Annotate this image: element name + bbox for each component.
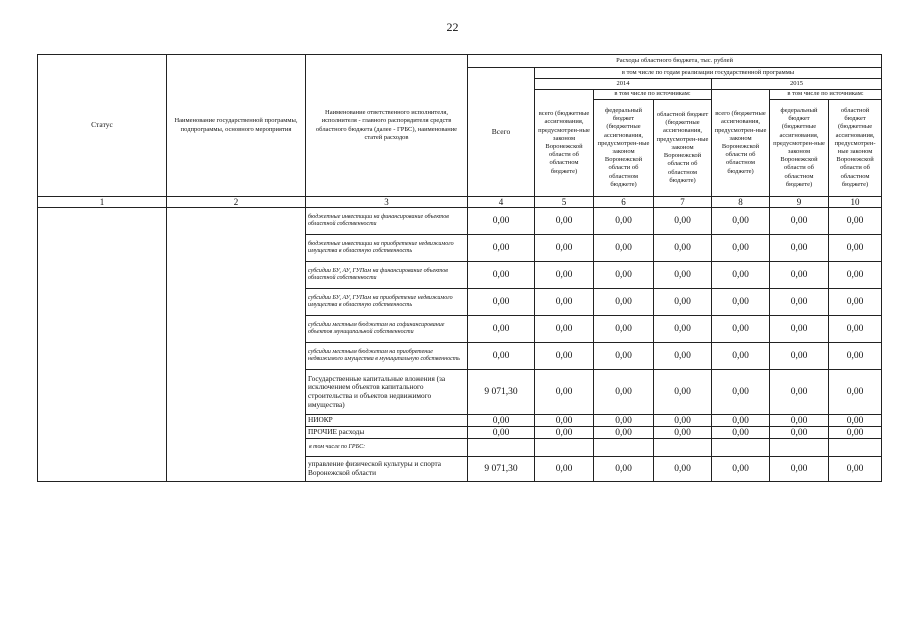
value-cell: 9 071,30 [468, 457, 535, 482]
value-cell: 0,00 [594, 316, 654, 343]
column-number: 6 [594, 197, 654, 208]
header-by-years: в том числе по годам реализации государственной программы [535, 68, 882, 79]
value-cell: 0,00 [654, 262, 712, 289]
value-cell: 0,00 [712, 262, 770, 289]
header-2014-by-sources: в том числе по источникам: [594, 90, 712, 100]
value-cell: 0,00 [712, 457, 770, 482]
value-cell: 0,00 [712, 289, 770, 316]
value-cell: 0,00 [654, 415, 712, 427]
header-year-2014: 2014 [535, 79, 712, 90]
value-cell: 0,00 [712, 235, 770, 262]
value-cell: 0,00 [829, 289, 882, 316]
header-2015-by-sources: в том числе по источникам: [770, 90, 882, 100]
value-cell: 0,00 [770, 415, 829, 427]
column-number: 7 [654, 197, 712, 208]
value-cell [829, 439, 882, 457]
value-cell: 0,00 [829, 208, 882, 235]
program-cell [167, 208, 306, 482]
value-cell: 0,00 [712, 415, 770, 427]
header-2015-total: всего (бюджетные ассигнования, предусмотрен-ные законом Воронежской области об областном бюджете) [712, 90, 770, 197]
value-cell: 0,00 [712, 370, 770, 415]
value-cell: 0,00 [712, 427, 770, 439]
header-2014-total: всего (бюджетные ассигнования, предусмотрен-ные законом Воронежской области об областном бюджете) [535, 90, 594, 197]
row-label: субсидии местным бюджетам на софинансирование объектов муниципальной собственности [306, 316, 468, 343]
column-number: 1 [38, 197, 167, 208]
header-2014-regional: областной бюджет (бюджетные ассигнования, предусмотрен-ные законом Воронежской области об областном бюджете) [654, 100, 712, 197]
value-cell: 0,00 [535, 262, 594, 289]
value-cell: 0,00 [468, 208, 535, 235]
value-cell: 0,00 [829, 235, 882, 262]
value-cell: 0,00 [654, 370, 712, 415]
header-expenses: Расходы областного бюджета, тыс. рублей [468, 55, 882, 68]
header-total: Всего [468, 68, 535, 197]
value-cell: 0,00 [654, 316, 712, 343]
value-cell: 0,00 [468, 415, 535, 427]
value-cell: 0,00 [594, 262, 654, 289]
header-2015-federal: федеральный бюджет (бюджетные ассигнования, предусмотрен-ные законом Воронежской области об областном бюджете) [770, 100, 829, 197]
value-cell: 0,00 [594, 343, 654, 370]
row-label: бюджетные инвестиции на финансирование объектов областной собственности [306, 208, 468, 235]
value-cell: 0,00 [594, 289, 654, 316]
value-cell: 0,00 [770, 316, 829, 343]
column-number: 9 [770, 197, 829, 208]
row-label: субсидии БУ, АУ, ГУПам на приобретение недвижимого имущества в областную собственность [306, 289, 468, 316]
value-cell: 0,00 [535, 316, 594, 343]
column-number: 3 [306, 197, 468, 208]
value-cell [468, 439, 535, 457]
value-cell [654, 439, 712, 457]
value-cell: 0,00 [829, 427, 882, 439]
value-cell [712, 439, 770, 457]
header-status: Статус [38, 55, 167, 197]
value-cell: 0,00 [712, 316, 770, 343]
value-cell: 0,00 [594, 415, 654, 427]
value-cell: 0,00 [712, 343, 770, 370]
value-cell: 0,00 [594, 457, 654, 482]
value-cell: 0,00 [535, 427, 594, 439]
value-cell: 0,00 [535, 415, 594, 427]
value-cell: 0,00 [594, 235, 654, 262]
value-cell: 0,00 [770, 262, 829, 289]
value-cell: 0,00 [770, 235, 829, 262]
value-cell: 0,00 [770, 457, 829, 482]
value-cell: 0,00 [654, 289, 712, 316]
value-cell: 0,00 [770, 370, 829, 415]
value-cell: 0,00 [770, 427, 829, 439]
value-cell: 0,00 [770, 289, 829, 316]
column-number: 5 [535, 197, 594, 208]
header-program-name: Наименование государственной программы, подпрограммы, основного мероприятия [167, 55, 306, 197]
value-cell: 0,00 [468, 316, 535, 343]
value-cell: 0,00 [654, 208, 712, 235]
value-cell: 0,00 [829, 262, 882, 289]
value-cell: 0,00 [535, 457, 594, 482]
header-2015-regional: областной бюджет (бюджетные ассигнования, предусмотрен-ные законом Воронежской области об областном бюджете) [829, 100, 882, 197]
value-cell: 0,00 [770, 343, 829, 370]
value-cell: 0,00 [594, 427, 654, 439]
value-cell: 0,00 [594, 370, 654, 415]
column-number: 10 [829, 197, 882, 208]
value-cell: 9 071,30 [468, 370, 535, 415]
value-cell: 0,00 [712, 208, 770, 235]
value-cell: 0,00 [829, 457, 882, 482]
column-number: 8 [712, 197, 770, 208]
row-label: бюджетные инвестиции на приобретение недвижимого имущества в областную собственность [306, 235, 468, 262]
value-cell: 0,00 [468, 235, 535, 262]
value-cell: 0,00 [829, 415, 882, 427]
row-label: в том числе по ГРБС: [306, 439, 468, 457]
value-cell: 0,00 [535, 289, 594, 316]
column-number: 2 [167, 197, 306, 208]
value-cell: 0,00 [829, 316, 882, 343]
value-cell: 0,00 [468, 343, 535, 370]
value-cell [535, 439, 594, 457]
row-label: НИОКР [306, 415, 468, 427]
value-cell: 0,00 [468, 427, 535, 439]
value-cell: 0,00 [535, 208, 594, 235]
value-cell: 0,00 [654, 427, 712, 439]
row-label: управление физической культуры и спорта Воронежской области [306, 457, 468, 482]
value-cell: 0,00 [770, 208, 829, 235]
value-cell: 0,00 [829, 370, 882, 415]
column-numbers-row [38, 197, 882, 208]
value-cell: 0,00 [654, 343, 712, 370]
row-label: ПРОЧИЕ расходы [306, 427, 468, 439]
value-cell: 0,00 [535, 370, 594, 415]
value-cell [594, 439, 654, 457]
status-cell [38, 208, 167, 482]
value-cell: 0,00 [654, 235, 712, 262]
row-label: субсидии местным бюджетам на приобретение недвижимого имущества в муниципальную собственность [306, 343, 468, 370]
value-cell [770, 439, 829, 457]
header-year-2015: 2015 [712, 79, 882, 90]
value-cell: 0,00 [594, 208, 654, 235]
row-label: субсидии БУ, АУ, ГУПам на финансирование объектов областной собственности [306, 262, 468, 289]
header-2014-federal: федеральный бюджет (бюджетные ассигнования, предусмотрен-ные законом Воронежской области об областном бюджете) [594, 100, 654, 197]
row-label: Государственные капитальные вложения (за исключением объектов капитального строительства и объектов недвижимого имущества) [306, 370, 468, 415]
value-cell: 0,00 [535, 235, 594, 262]
value-cell: 0,00 [654, 457, 712, 482]
value-cell: 0,00 [535, 343, 594, 370]
value-cell: 0,00 [829, 343, 882, 370]
value-cell: 0,00 [468, 262, 535, 289]
value-cell: 0,00 [468, 289, 535, 316]
page-number: 22 [446, 20, 459, 34]
budget-table [37, 54, 882, 482]
header-executor: Наименование ответственного исполнителя, исполнителя - главного распорядителя средств областного бюджета (далее - ГРБС), наименование статей расходов [306, 55, 468, 197]
column-number: 4 [468, 197, 535, 208]
table-row [38, 208, 882, 235]
